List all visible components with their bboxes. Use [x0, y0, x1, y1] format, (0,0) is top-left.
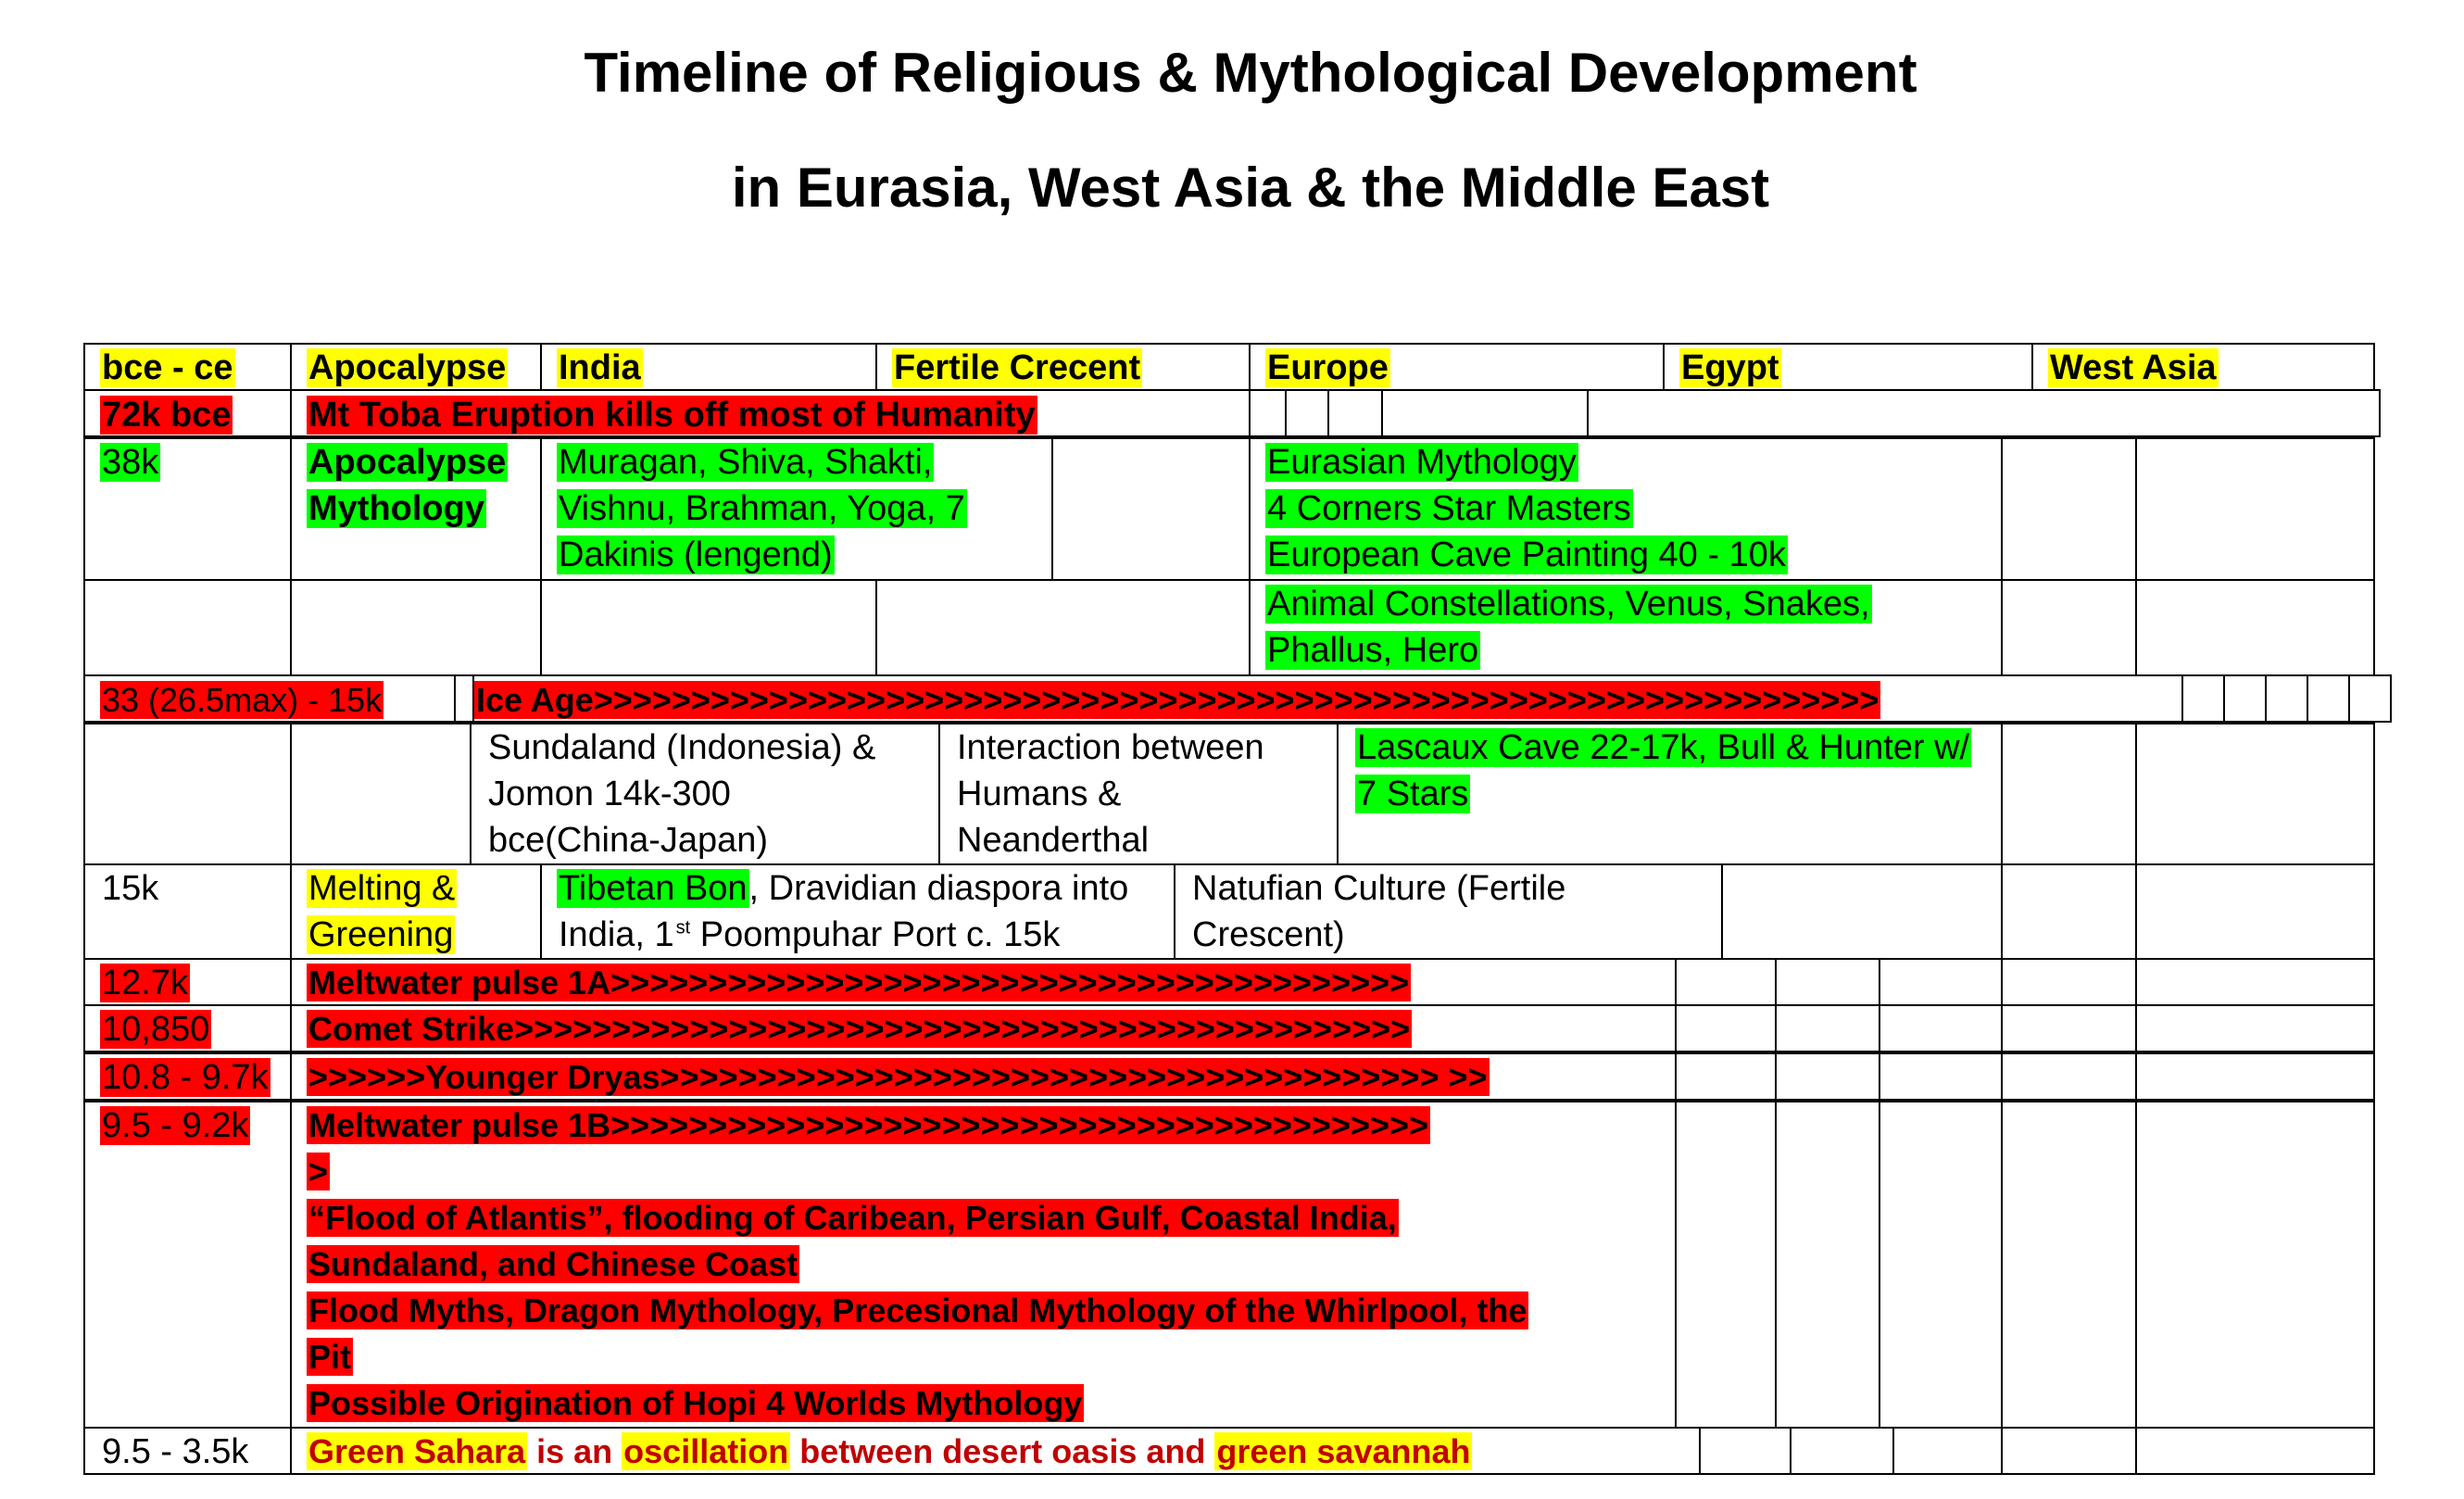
event-ice-age: Ice Age>>>>>>>>>>>>>>>>>>>>>>>>>>>>>>>>>>>>>>>>>>>>>>>>>>>>>>>>>>>>>>>>>> — [476, 681, 1879, 719]
grid-line — [2223, 674, 2225, 723]
grid-line — [1285, 389, 1287, 437]
date-9-5k: 9.5 - 9.2k — [102, 1106, 249, 1145]
grid-line — [1337, 723, 1339, 865]
date-38k: 38k — [102, 443, 159, 482]
grid-line — [1587, 389, 1589, 437]
grid-line — [2135, 579, 2137, 676]
header-apocalypse: Apocalypse — [308, 348, 507, 387]
event-comet-strike: Comet Strike>>>>>>>>>>>>>>>>>>>>>>>>>>>>>>>>>>>>>>>>>>>>>> — [308, 1010, 1411, 1048]
event-green-sahara: Green Sahara is an oscillation between desert oasis and green savannah — [308, 1432, 1471, 1470]
grid-line — [290, 863, 292, 960]
europe-animal-constellations: Animal Constellations, Venus, Snakes, Phallus, Hero — [1267, 585, 1870, 670]
grid-line — [290, 343, 292, 391]
grid-line — [2135, 1052, 2137, 1101]
grid-line — [1249, 579, 1251, 676]
grid-line — [290, 723, 292, 865]
event-mt-toba: Mt Toba Eruption kills off most of Humanity — [308, 396, 1036, 435]
grid-line — [2031, 343, 2033, 391]
grid-line — [1775, 1101, 1777, 1429]
tibetan-bon-dravidian: Tibetan Bon, Dravidian diaspora into India, 1 $^{st}$ Poompuhar Port c. 15k — [559, 869, 1129, 954]
grid-line — [1174, 863, 1175, 960]
grid-line — [2001, 1101, 2003, 1429]
interaction-neanderthal: Interaction between Humans & Neanderthal — [957, 728, 1264, 860]
grid-line — [1381, 389, 1383, 437]
grid-line — [2135, 437, 2137, 581]
grid-line — [290, 958, 292, 1006]
grid-line — [1721, 863, 1723, 960]
natufian-culture: Natufian Culture (Fertile Crescent) — [1192, 869, 1566, 954]
event-younger-dryas: >>>>>>Younger Dryas>>>>>>>>>>>>>>>>>>>>>>>>>>>>>>>>>>>>>>>> >> — [308, 1058, 1488, 1096]
grid-line — [1892, 1427, 1894, 1475]
grid-line — [2001, 579, 2003, 676]
grid-line — [938, 723, 940, 865]
header-india: India — [559, 348, 641, 387]
grid-line — [540, 863, 542, 960]
event-meltwater-1a: Meltwater pulse 1A>>>>>>>>>>>>>>>>>>>>>>>>>>>>>>>>>>>>>>>>> — [308, 964, 1410, 1001]
grid-line — [290, 389, 292, 437]
grid-line — [2001, 723, 2003, 865]
header-egypt: Egypt — [1681, 348, 1779, 387]
header-fertile-crescent: Fertile Crecent — [894, 348, 1141, 387]
grid-line — [540, 579, 542, 676]
grid-line — [1775, 1052, 1777, 1101]
page-title-line-1: Timeline of Religious & Mythological Development — [584, 42, 1917, 104]
grid-line — [2348, 674, 2350, 723]
header-bce-ce: bce - ce — [102, 348, 233, 387]
grid-line — [1879, 958, 1880, 1006]
grid-line — [2001, 863, 2003, 960]
grid-line — [2135, 1427, 2137, 1475]
date-15k: 15k — [102, 869, 159, 908]
date-ice-age: 33 (26.5max) - 15k — [102, 681, 383, 719]
grid-line — [290, 1427, 292, 1475]
grid-line — [875, 579, 877, 676]
apocalypse-mythology: Apocalypse Mythology — [308, 443, 507, 528]
grid-line — [290, 437, 292, 581]
grid-line — [2135, 723, 2137, 865]
grid-line — [2001, 437, 2003, 581]
sundaland-jomon: Sundaland (Indonesia) & Jomon 14k-300 bce(China-Japan) — [488, 728, 876, 860]
grid-line — [1249, 389, 1251, 437]
grid-line — [290, 579, 292, 676]
date-green-sahara: 9.5 - 3.5k — [102, 1432, 249, 1471]
grid-line — [2001, 1004, 2003, 1052]
grid-line — [2001, 1052, 2003, 1101]
row-38k-continued — [83, 579, 2375, 676]
grid-line — [1249, 437, 1251, 581]
date-younger-dryas: 10.8 - 9.7k — [102, 1058, 269, 1097]
lascaux-cave: Lascaux Cave 22-17k, Bull & Hunter w/ 7 Stars — [1357, 728, 1970, 813]
header-west-asia: West Asia — [2050, 348, 2217, 387]
date-10850: 10,850 — [102, 1010, 210, 1049]
grid-line — [1879, 1101, 1880, 1429]
grid-line — [1675, 1101, 1677, 1429]
grid-line — [1790, 1427, 1791, 1475]
grid-line — [1675, 958, 1677, 1006]
grid-line — [2135, 958, 2137, 1006]
grid-line — [1675, 1052, 1677, 1101]
melting-greening: Melting & Greening — [308, 869, 456, 954]
grid-line — [540, 343, 542, 391]
grid-line — [2181, 674, 2183, 723]
grid-line — [290, 1004, 292, 1052]
grid-line — [2001, 1427, 2003, 1475]
grid-line — [2307, 674, 2308, 723]
india-deities: Muragan, Shiva, Shakti, Vishnu, Brahman, Yoga, 7 Dakinis (lengend) — [559, 443, 965, 574]
grid-line — [1775, 1004, 1777, 1052]
grid-line — [470, 723, 471, 865]
grid-line — [875, 343, 877, 391]
grid-line — [1775, 958, 1777, 1006]
grid-line — [2001, 958, 2003, 1006]
grid-line — [2135, 1004, 2137, 1052]
page-title-line-2: in Eurasia, West Asia & the Middle East — [731, 157, 1770, 219]
date-12-7k: 12.7k — [102, 964, 188, 1002]
grid-line — [2135, 1101, 2137, 1429]
date-72k: 72k bce — [102, 396, 232, 435]
grid-line — [1663, 343, 1665, 391]
grid-line — [1249, 343, 1251, 391]
grid-line — [1051, 437, 1053, 581]
europe-eurasian-mythology: Eurasian Mythology 4 Corners Star Masters European Cave Painting 40 - 10k — [1267, 443, 1786, 574]
grid-line — [1879, 1004, 1880, 1052]
grid-line — [1699, 1427, 1701, 1475]
grid-line — [540, 437, 542, 581]
header-europe: Europe — [1267, 348, 1389, 387]
grid-line — [454, 674, 456, 723]
event-meltwater-1b-floods: Meltwater pulse 1B>>>>>>>>>>>>>>>>>>>>>>>>>>>>>>>>>>>>>>>>>> > “Flood of Atlantis”, flooding of Caribean, Persian Gulf, Coastal India, Sundaland, and Chinese Coast Flood Myths, Dragon Mythology, Precesional Mythology of the Whirlpool, the Pit Possible Origination of Hopi 4 Worlds Mythology — [308, 1106, 1527, 1422]
grid-line — [1327, 389, 1329, 437]
grid-line — [290, 1052, 292, 1101]
grid-line — [2265, 674, 2267, 723]
grid-line — [1879, 1052, 1880, 1101]
grid-line — [290, 1101, 292, 1429]
grid-line — [1675, 1004, 1677, 1052]
grid-line — [2135, 863, 2137, 960]
